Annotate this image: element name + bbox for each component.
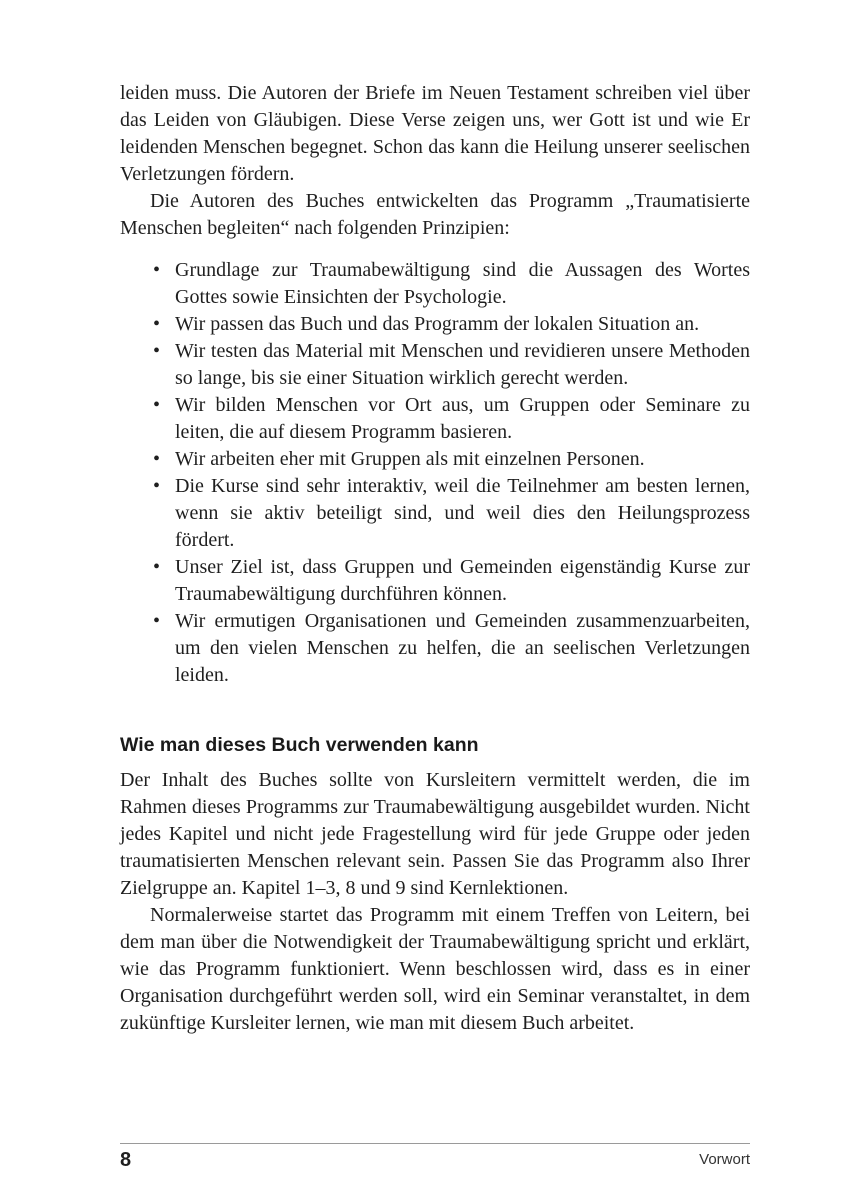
list-item-text: Grundlage zur Traumabewältigung sind die Aussagen des Wortes Gottes sowie Einsichten der Psychologie. <box>175 259 750 308</box>
list-item <box>120 311 750 338</box>
list-item <box>120 446 750 473</box>
list-item-text: Wir ermutigen Organisationen und Gemeinden zusammenzuarbeiten, um den vielen Menschen zu helfen, die an seelischen Verletzungen leiden. <box>175 610 750 686</box>
bullet-icon: • <box>153 556 161 578</box>
bullet-icon: • <box>153 313 161 335</box>
list-item <box>120 338 750 392</box>
principles-intro-paragraph: Die Autoren des Buches entwickelten das Programm „Traumatisierte Menschen begleiten“ nach folgenden Prinzipien: <box>120 190 750 239</box>
list-item <box>120 608 750 689</box>
list-item-text: Die Kurse sind sehr interaktiv, weil die Teilnehmer am besten lernen, wenn sie aktiv beteiligt sind, und weil dies den Heilungsprozess fördert. <box>175 475 750 551</box>
list-item <box>120 554 750 608</box>
list-item-text: Unser Ziel ist, dass Gruppen und Gemeinden eigenständig Kurse zur Traumabewältigung durchführen können. <box>175 556 750 605</box>
intro-paragraph: leiden muss. Die Autoren der Briefe im Neuen Testament schreiben viel über das Leiden von Gläubigen. Diese Verse zeigen uns, wer Gott ist und wie Er leidenden Menschen begegnet. Schon das kann die Heilung unserer seelischen Verletzungen fördern. <box>120 82 750 185</box>
list-item <box>120 392 750 446</box>
usage-paragraph-continued: Normalerweise startet das Programm mit einem Treffen von Leitern, bei dem man über die Notwendigkeit der Traumabewältigung spricht und erklärt, wie das Programm funktioniert. Wenn beschlossen wird, dass es in einer Organisation durchgeführt werden soll, wird ein Seminar veranstaltet, in dem zukünftige Kursleiter lernen, wie man mit diesem Buch arbeitet. <box>120 904 750 1034</box>
footer-divider <box>120 1143 750 1144</box>
principles-list <box>120 257 750 689</box>
list-item-text: Wir arbeiten eher mit Gruppen als mit einzelnen Personen. <box>175 448 645 470</box>
bullet-icon: • <box>153 475 161 497</box>
list-item-text: Wir bilden Menschen vor Ort aus, um Gruppen oder Seminare zu leiten, die auf diesem Programm basieren. <box>175 394 750 443</box>
section-heading: Wie man dieses Buch verwenden kann <box>120 734 479 756</box>
page-number: 8 <box>120 1149 132 1171</box>
list-item <box>120 257 750 311</box>
bullet-icon: • <box>153 448 161 470</box>
running-footer-title: Vorwort <box>699 1151 750 1168</box>
bullet-icon: • <box>153 340 161 362</box>
usage-paragraph: Der Inhalt des Buches sollte von Kursleitern vermittelt werden, die im Rahmen dieses Programms zur Traumabewältigung ausgebildet wurden. Nicht jedes Kapitel und nicht jede Fragestellung wird für jede Gruppe oder jeden traumatisierten Menschen relevant sein. Passen Sie das Programm also Ihrer Zielgruppe an. Kapitel 1–3, 8 und 9 sind Kernlektionen. <box>120 769 750 899</box>
list-item-text: Wir passen das Buch und das Programm der lokalen Situation an. <box>175 313 700 335</box>
bullet-icon: • <box>153 259 161 281</box>
page-body <box>120 80 750 1037</box>
list-item-text: Wir testen das Material mit Menschen und revidieren unsere Methoden so lange, bis sie einer Situation wirklich gerecht werden. <box>175 340 750 389</box>
bullet-icon: • <box>153 394 161 416</box>
bullet-icon: • <box>153 610 161 632</box>
list-item <box>120 473 750 554</box>
